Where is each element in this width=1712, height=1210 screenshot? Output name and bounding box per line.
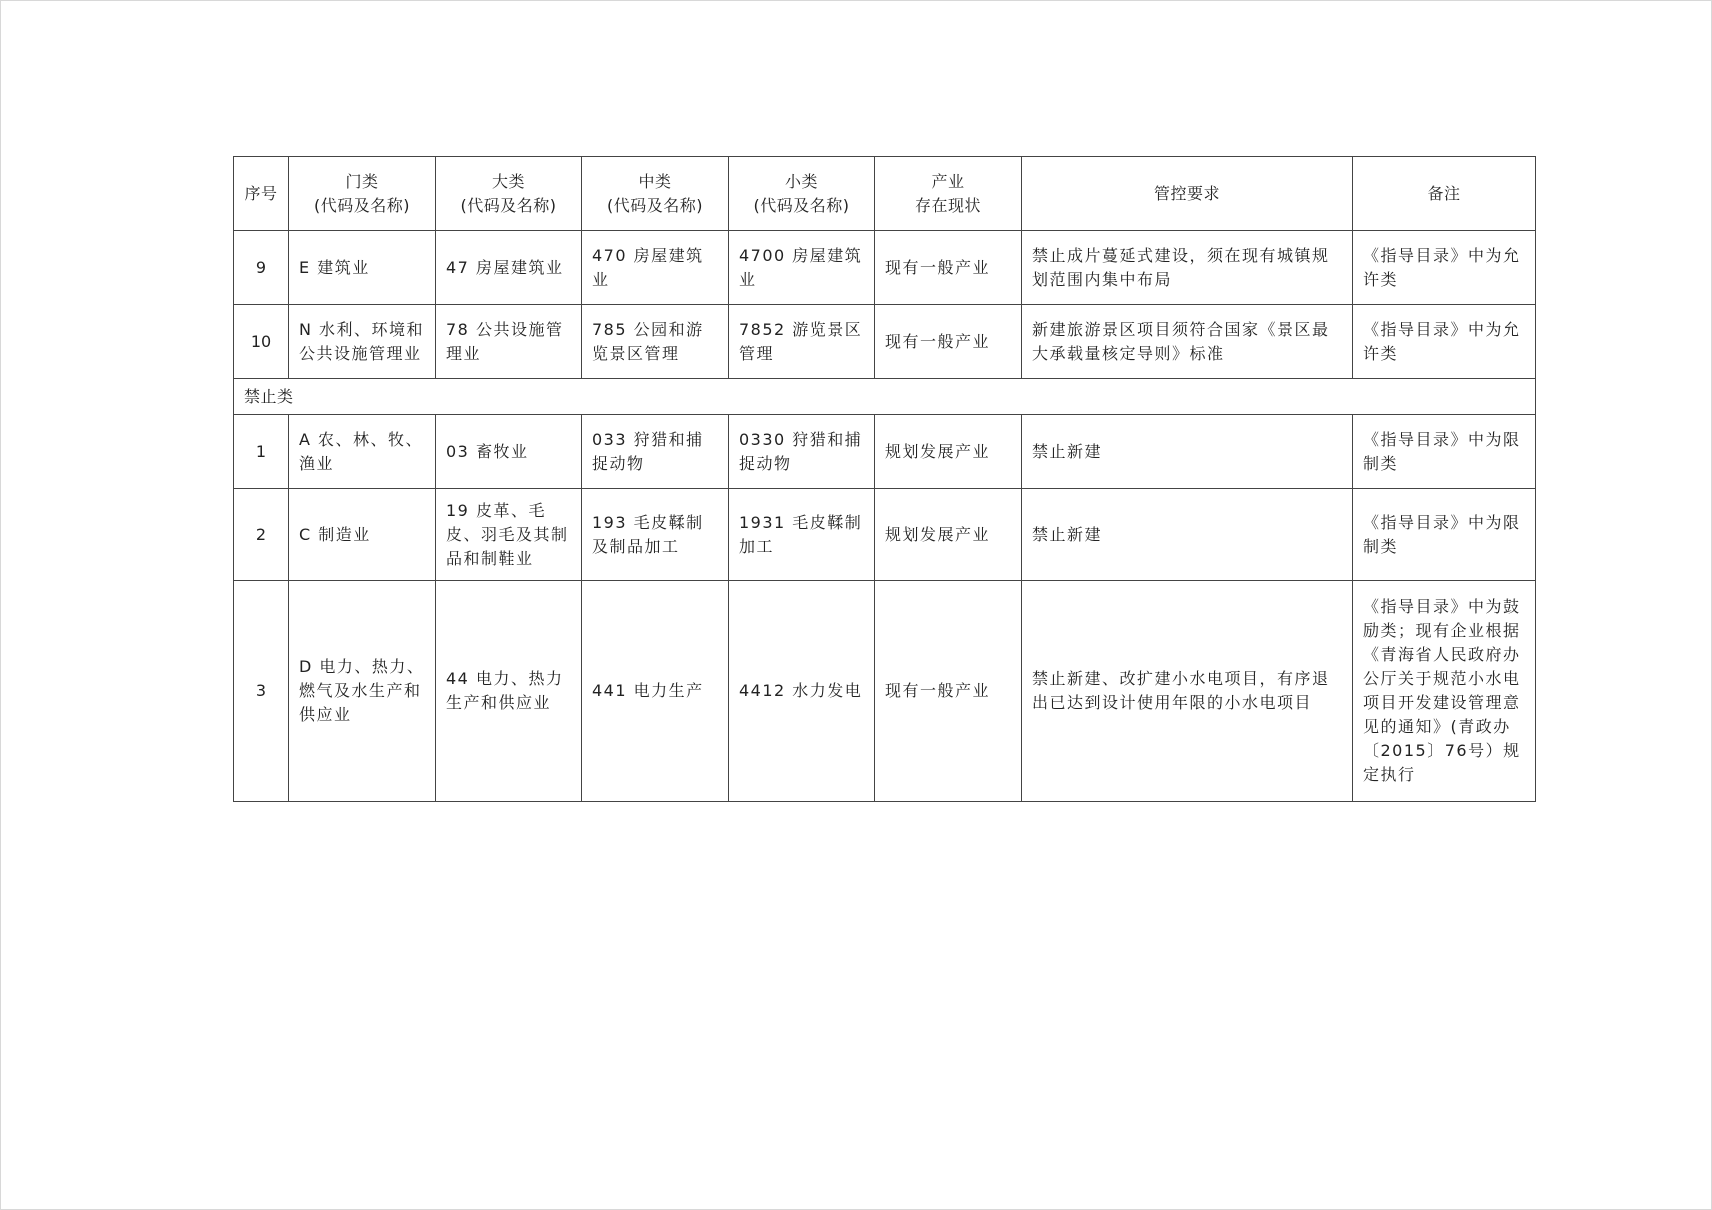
- cell-middle: 193 毛皮鞣制及制品加工: [582, 489, 729, 581]
- table-row: [234, 305, 1536, 379]
- cell-category: D 电力、热力、燃气及水生产和供应业: [289, 581, 436, 802]
- cell-category: N 水利、环境和公共设施管理业: [289, 305, 436, 379]
- header-remark: 备注: [1353, 157, 1536, 231]
- cell-control: 禁止新建: [1022, 415, 1353, 489]
- header-major: 大类 (代码及名称): [436, 157, 582, 231]
- table-row: [234, 489, 1536, 581]
- cell-major: 03 畜牧业: [436, 415, 582, 489]
- cell-status: 规划发展产业: [875, 489, 1022, 581]
- section-row: [234, 379, 1536, 415]
- cell-control: 禁止新建: [1022, 489, 1353, 581]
- cell-major: 47 房屋建筑业: [436, 231, 582, 305]
- cell-minor: 4700 房屋建筑业: [729, 231, 875, 305]
- cell-num: 9: [234, 231, 289, 305]
- cell-remark: 《指导目录》中为允许类: [1353, 231, 1536, 305]
- header-seq: 序号: [234, 157, 289, 231]
- header-row: [234, 157, 1536, 231]
- cell-category: A 农、林、牧、渔业: [289, 415, 436, 489]
- cell-minor: 0330 狩猎和捕捉动物: [729, 415, 875, 489]
- cell-middle: 033 狩猎和捕捉动物: [582, 415, 729, 489]
- cell-middle: 785 公园和游览景区管理: [582, 305, 729, 379]
- cell-major: 19 皮革、毛皮、羽毛及其制品和制鞋业: [436, 489, 582, 581]
- cell-num: 10: [234, 305, 289, 379]
- cell-status: 现有一般产业: [875, 305, 1022, 379]
- header-control: 管控要求: [1022, 157, 1353, 231]
- section-label: 禁止类: [234, 379, 1536, 415]
- table-row: [234, 415, 1536, 489]
- cell-status: 现有一般产业: [875, 231, 1022, 305]
- cell-status: 现有一般产业: [875, 581, 1022, 802]
- cell-control: 新建旅游景区项目须符合国家《景区最大承载量核定导则》标准: [1022, 305, 1353, 379]
- cell-minor: 1931 毛皮鞣制加工: [729, 489, 875, 581]
- cell-remark: 《指导目录》中为允许类: [1353, 305, 1536, 379]
- cell-num: 3: [234, 581, 289, 802]
- cell-control: 禁止新建、改扩建小水电项目，有序退出已达到设计使用年限的小水电项目: [1022, 581, 1353, 802]
- cell-remark: 《指导目录》中为限制类: [1353, 415, 1536, 489]
- cell-remark: 《指导目录》中为限制类: [1353, 489, 1536, 581]
- cell-remark: 《指导目录》中为鼓励类；现有企业根据《青海省人民政府办公厅关于规范小水电项目开发建设管理意见的通知》(青政办〔2015〕76号）规定执行: [1353, 581, 1536, 802]
- header-middle: 中类 (代码及名称): [582, 157, 729, 231]
- table-row: [234, 581, 1536, 802]
- header-category: 门类 (代码及名称): [289, 157, 436, 231]
- cell-category: C 制造业: [289, 489, 436, 581]
- header-minor: 小类 (代码及名称): [729, 157, 875, 231]
- table-row: [234, 231, 1536, 305]
- cell-minor: 7852 游览景区管理: [729, 305, 875, 379]
- cell-category: E 建筑业: [289, 231, 436, 305]
- cell-status: 规划发展产业: [875, 415, 1022, 489]
- cell-control: 禁止成片蔓延式建设，须在现有城镇规划范围内集中布局: [1022, 231, 1353, 305]
- cell-major: 78 公共设施管理业: [436, 305, 582, 379]
- cell-num: 1: [234, 415, 289, 489]
- header-status: 产业 存在现状: [875, 157, 1022, 231]
- cell-num: 2: [234, 489, 289, 581]
- industry-control-table: [233, 156, 1536, 802]
- cell-major: 44 电力、热力生产和供应业: [436, 581, 582, 802]
- cell-middle: 441 电力生产: [582, 581, 729, 802]
- cell-middle: 470 房屋建筑业: [582, 231, 729, 305]
- cell-minor: 4412 水力发电: [729, 581, 875, 802]
